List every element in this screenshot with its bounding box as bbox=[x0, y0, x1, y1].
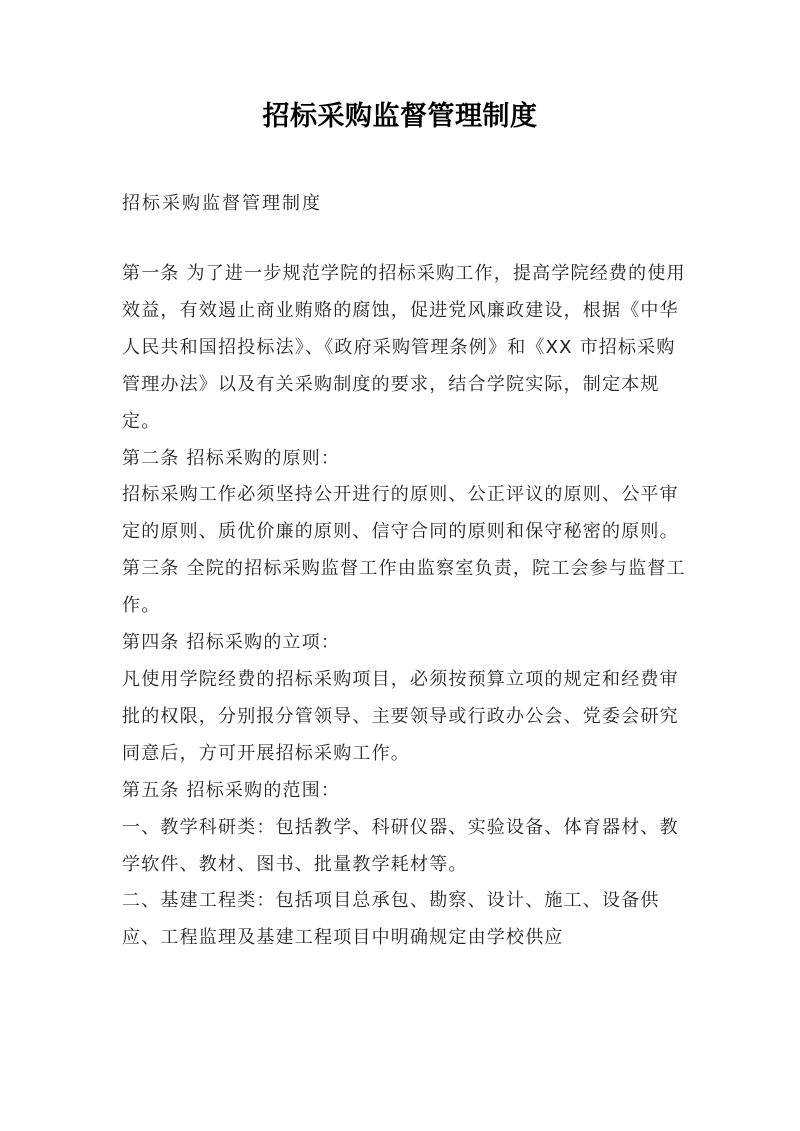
paragraph-article-4-body: 凡使用学院经费的招标采购项目，必须按预算立项的规定和经费审批的权限，分别报分管领导、主要领导或行政办公会、党委会研究同意后，方可开展招标采购工作。 bbox=[122, 668, 679, 764]
paragraph-article-2-heading: 第二条 招标采购的原则： bbox=[122, 447, 341, 469]
paragraph-article-5-item-1: 一、教学科研类：包括教学、科研仪器、实验设备、体育器材、教学软件、教材、图书、批量教学耗材等。 bbox=[122, 816, 679, 875]
paragraph-article-4-heading: 第四条 招标采购的立项： bbox=[122, 632, 341, 654]
paragraph-article-5-heading: 第五条 招标采购的范围： bbox=[122, 779, 341, 801]
paragraph-article-1: 第一条 为了进一步规范学院的招标采购工作，提高学院经费的使用效益，有效遏止商业贿赂的腐蚀，促进党风廉政建设，根据《中华人民共和国招投标法》、《政府采购管理条例》和《XX 市招标采购管理办法》以及有关采购制度的要求，结合学院实际，制定本规定。 bbox=[122, 263, 686, 432]
document-title: 招标采购监督管理制度 bbox=[262, 101, 538, 132]
paragraph-article-3: 第三条 全院的招标采购监督工作由监察室负责，院工会参与监督工作。 bbox=[122, 558, 686, 617]
document-body bbox=[122, 256, 692, 957]
document-subtitle: 招标采购监督管理制度 bbox=[122, 193, 322, 214]
paragraph-article-2-body: 招标采购工作必须坚持公开进行的原则、公正评议的原则、公平审定的原则、质优价廉的原则、信守合同的原则和保守秘密的原则。 bbox=[122, 484, 679, 543]
paragraph-article-5-item-2: 二、基建工程类：包括项目总承包、勘察、设计、施工、设备供应、工程监理及基建工程项目中明确规定由学校供应 bbox=[122, 890, 660, 949]
